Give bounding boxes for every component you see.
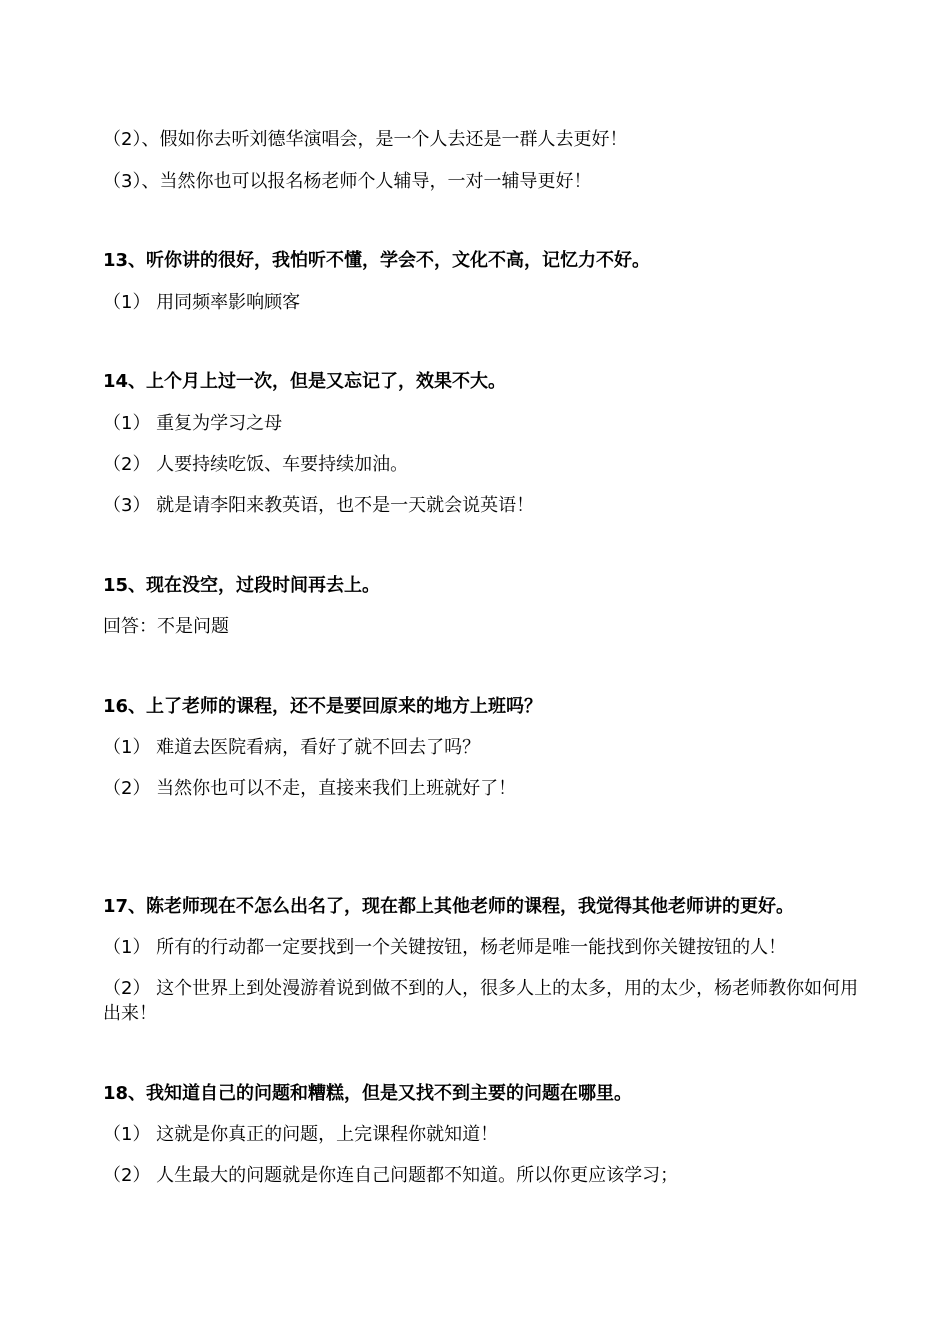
answer-line: （2）、假如你去听刘德华演唱会，是一个人去还是一群人去更好！ [103,129,628,150]
answer-line: （2） 当然你也可以不走，直接来我们上班就好了！ [103,778,517,799]
answer-line: （2） 人生最大的问题就是你连自己问题都不知道。所以你更应该学习； [103,1165,679,1186]
answer-line: （3）、当然你也可以报名杨老师个人辅导，一对一辅导更好！ [103,171,592,192]
answer-line: （1） 难道去医院看病，看好了就不回去了吗？ [103,737,481,758]
question-heading-14: 14、上个月上过一次，但是又忘记了，效果不大。 [103,371,507,392]
answer-line: （1） 用同频率影响顾客 [103,292,301,313]
question-heading-13: 13、听你讲的很好，我怕听不懂，学会不，文化不高，记忆力不好。 [103,250,651,271]
question-heading-15: 15、现在没空，过段时间再去上。 [103,575,381,596]
answer-line-wrapped: （2） 这个世界上到处漫游着说到做不到的人，很多人上的太多，用的太少，杨老师教你如何用出来！ [103,978,859,1024]
question-heading-16: 16、上了老师的课程，还不是要回原来的地方上班吗？ [103,696,543,717]
answer-line: （2） 人要持续吃饭、车要持续加油。 [103,454,409,475]
answer-line: （1） 重复为学习之母 [103,413,283,434]
answer-line: （1） 这就是你真正的问题，上完课程你就知道！ [103,1124,499,1145]
answer-line: （3） 就是请李阳来教英语，也不是一天就会说英语！ [103,495,535,516]
answer-line: 回答：不是问题 [103,616,229,637]
question-heading-17: 17、陈老师现在不怎么出名了，现在都上其他老师的课程，我觉得其他老师讲的更好。 [103,896,795,917]
answer-line: （1） 所有的行动都一定要找到一个关键按钮，杨老师是唯一能找到你关键按钮的人！ [103,937,787,958]
question-heading-18: 18、我知道自己的问题和糟糕，但是又找不到主要的问题在哪里。 [103,1083,633,1104]
